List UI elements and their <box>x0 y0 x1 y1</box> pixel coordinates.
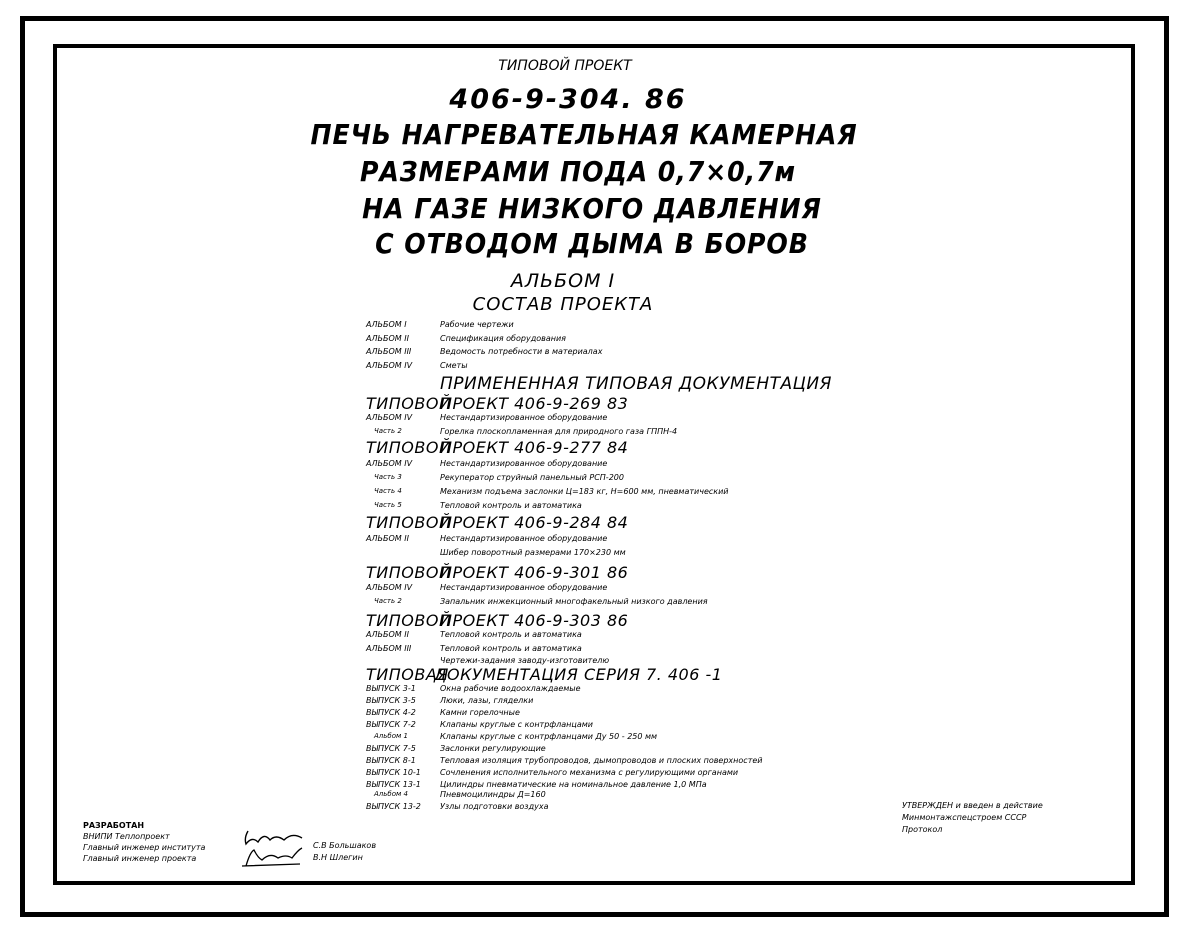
signature-2 <box>240 846 310 868</box>
row-text: Тепловой контроль и автоматика <box>440 501 582 510</box>
developer-org: ВНИПИ Теплопроект <box>83 832 170 841</box>
row-code: АЛЬБОМ IV <box>366 583 413 592</box>
row-code: Часть 4 <box>374 487 402 495</box>
project-title: ПРОЕКТ 406-9-303 86 <box>440 611 629 630</box>
series-label: ТИПОВАЯ <box>366 665 449 684</box>
row-text: Механизм подъема заслонки Ц=183 кг, Н=600 мм, пневматический <box>440 487 729 496</box>
row-text: Нестандартизированное оборудование <box>440 583 608 592</box>
composition-text: Ведомость потребности в материалах <box>440 347 603 356</box>
series-code: ВЫПУСК 13-1 <box>366 780 421 789</box>
row-code: АЛЬБОМ II <box>366 630 409 639</box>
row-code: АЛЬБОМ IV <box>366 413 413 422</box>
row-code: АЛЬБОМ III <box>366 644 412 653</box>
row-text: Нестандартизированное оборудование <box>440 413 608 422</box>
signatory-name-2: В.Н Шлегин <box>313 853 363 862</box>
composition-heading: СОСТАВ ПРОЕКТА <box>472 294 654 315</box>
composition-code: АЛЬБОМ I <box>366 320 407 329</box>
project-title: ПРОЕКТ 406-9-284 84 <box>440 513 629 532</box>
title-line-2: РАЗМЕРАМИ ПОДА 0,7×0,7м <box>359 155 797 188</box>
role-chief-engineer-institute: Главный инженер института <box>83 843 206 852</box>
title-line-4: С ОТВОДОМ ДЫМА В БОРОВ <box>375 227 809 260</box>
row-code: АЛЬБОМ IV <box>366 459 413 468</box>
series-code: Альбом 1 <box>374 732 408 740</box>
project-label: ТИПОВОЙ <box>366 438 452 457</box>
series-text: Люки, лазы, гляделки <box>440 696 534 705</box>
project-label: ТИПОВОЙ <box>366 563 452 582</box>
project-label: ТИПОВОЙ <box>366 513 452 532</box>
series-title: ДОКУМЕНТАЦИЯ СЕРИЯ <box>434 665 641 684</box>
series-code: ВЫПУСК 8-1 <box>366 756 416 765</box>
series-text: Сочленения исполнительного механизма с регулирующими органами <box>440 768 739 777</box>
series-text: Цилиндры пневматические на номинальное давление 1,0 МПа <box>440 780 707 789</box>
project-label: ТИПОВОЙ <box>366 394 452 413</box>
applied-heading: ПРИМЕНЕННАЯ ТИПОВАЯ ДОКУМЕНТАЦИЯ <box>440 374 832 394</box>
project-type-label: ТИПОВОЙ ПРОЕКТ <box>498 58 632 74</box>
series-text: Пневмоцилиндры Д=160 <box>440 790 546 799</box>
series-code: ВЫПУСК 7-5 <box>366 744 416 753</box>
composition-text: Сметы <box>440 361 468 370</box>
project-label: ТИПОВОЙ <box>366 611 452 630</box>
composition-code: АЛЬБОМ III <box>366 347 412 356</box>
row-text: Чертежи-задания заводу-изготовителю <box>440 656 610 665</box>
title-line-3: НА ГАЗЕ НИЗКОГО ДАВЛЕНИЯ <box>362 192 822 225</box>
series-text: Клапаны круглые с контрфланцами <box>440 720 593 729</box>
row-text: Шибер поворотный размерами 170×230 мм <box>440 548 626 557</box>
approval-line-1: УТВЕРЖДЕН и введен в действие <box>902 801 1043 810</box>
row-text: Нестандартизированное оборудование <box>440 534 608 543</box>
row-text: Тепловой контроль и автоматика <box>440 644 582 653</box>
role-chief-engineer-project: Главный инженер проекта <box>83 854 197 863</box>
row-code: АЛЬБОМ II <box>366 534 409 543</box>
project-title: ПРОЕКТ 406-9-301 86 <box>440 563 629 582</box>
series-text: Заслонки регулирующие <box>440 744 546 753</box>
composition-text: Рабочие чертежи <box>440 320 514 329</box>
developer-label: РАЗРАБОТАН <box>83 821 145 830</box>
composition-code: АЛЬБОМ II <box>366 334 409 343</box>
album-label: АЛЬБОМ I <box>510 270 616 292</box>
approval-line-2: Минмонтажспецстроем СССР <box>902 813 1027 822</box>
row-text: Запальник инжекционный многофакельный низкого давления <box>440 597 708 606</box>
series-text: Тепловая изоляция трубопроводов, дымопроводов и плоских поверхностей <box>440 756 763 765</box>
title-line-1: ПЕЧЬ НАГРЕВАТЕЛЬНАЯ КАМЕРНАЯ <box>310 118 858 151</box>
row-text: Рекуператор струйный панельный РСП-200 <box>440 473 624 482</box>
signature-1 <box>240 828 310 848</box>
series-text: Узлы подготовки воздуха <box>440 802 549 811</box>
approval-line-3: Протокол <box>902 825 943 834</box>
series-code: ВЫПУСК 10-1 <box>366 768 421 777</box>
series-code: Альбом 4 <box>374 790 408 798</box>
series-code: ВЫПУСК 7-2 <box>366 720 416 729</box>
project-title: ПРОЕКТ 406-9-277 84 <box>440 438 629 457</box>
row-code: Часть 5 <box>374 501 402 509</box>
composition-text: Спецификация оборудования <box>440 334 566 343</box>
project-title: ПРОЕКТ 406-9-269 83 <box>440 394 629 413</box>
row-code: Часть 2 <box>374 427 402 435</box>
series-text: Камни горелочные <box>440 708 520 717</box>
project-number: 406-9-304. 86 <box>449 84 687 115</box>
row-code: Часть 3 <box>374 473 402 481</box>
signatory-name-1: С.В Большаков <box>313 841 377 850</box>
series-code: ВЫПУСК 13-2 <box>366 802 421 811</box>
series-text: Окна рабочие водоохлаждаемые <box>440 684 581 693</box>
series-code: ВЫПУСК 3-1 <box>366 684 416 693</box>
series-text: Клапаны круглые с контрфланцами Ду 50 - 250 мм <box>440 732 658 741</box>
series-code: ВЫПУСК 4-2 <box>366 708 416 717</box>
series-code: ВЫПУСК 3-5 <box>366 696 416 705</box>
row-text: Нестандартизированное оборудование <box>440 459 608 468</box>
composition-code: АЛЬБОМ IV <box>366 361 413 370</box>
row-code: Часть 2 <box>374 597 402 605</box>
row-text: Горелка плоскопламенная для природного газа ГППН-4 <box>440 427 678 436</box>
row-text: Тепловой контроль и автоматика <box>440 630 582 639</box>
series-number: 7. 406 -1 <box>646 665 723 684</box>
